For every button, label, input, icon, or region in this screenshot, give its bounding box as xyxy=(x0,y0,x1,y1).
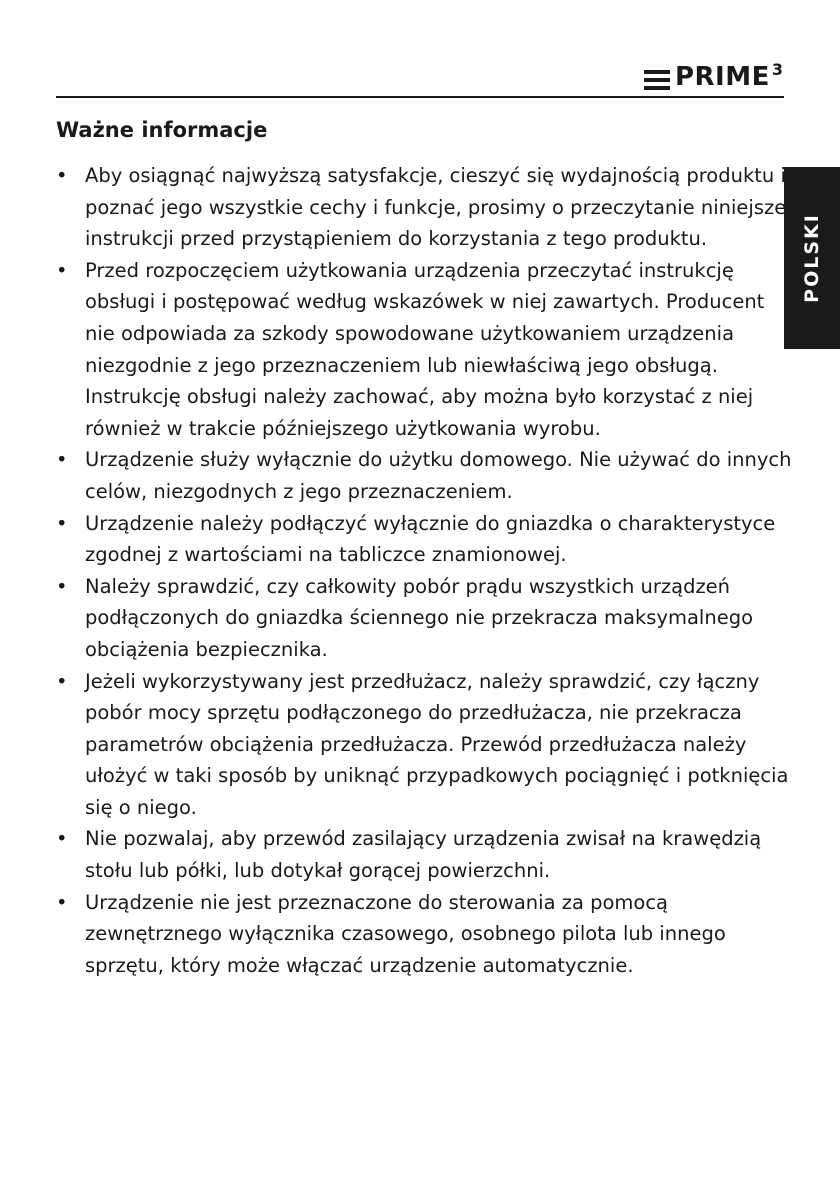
bullet-icon: • xyxy=(56,258,68,282)
bullet-icon: • xyxy=(56,164,68,187)
language-tab xyxy=(784,167,840,349)
brand-logo xyxy=(644,60,783,94)
language-tab-label: POLSKI xyxy=(801,213,824,303)
brand-name: PRIME xyxy=(674,62,770,92)
list-item xyxy=(56,887,792,982)
bullet-icon: • xyxy=(56,448,68,472)
list-item-text: Urządzenie należy podłączyć wyłącznie do gniazdka o charakterystyce zgodnej z wartościami na tabliczce znamionowej. xyxy=(85,511,776,567)
bullet-icon: • xyxy=(56,511,68,535)
list-item xyxy=(56,508,792,571)
bullet-icon: • xyxy=(56,890,68,914)
list-item-text: Jeżeli wykorzystywany jest przedłużacz, należy sprawdzić, czy łączny pobór mocy sprzętu podłączonego do przedłużacza, nie przekracza parametrów obciążenia przedłużacza. Przewód przedłużacza należy ułożyć w taki sposób by uniknąć przypadkowych pociągnięć i potknięcia się o niego. xyxy=(85,669,789,819)
list-item-text: Urządzenie nie jest przeznaczone do sterowania za pomocą zewnętrznego wyłącznika czasowego, osobnego pilota lub innego sprzętu, który może włączać urządzenie automatycznie. xyxy=(85,890,726,977)
brand-superscript: 3 xyxy=(771,60,783,79)
list-item-text: Urządzenie służy wyłącznie do użytku domowego. Nie używać do innych celów, niezgodnych z jego przeznaczeniem. xyxy=(85,448,792,503)
list-item xyxy=(56,823,792,886)
list-item xyxy=(56,160,792,255)
section-title: Ważne informacje xyxy=(56,118,268,142)
list-item-text: Należy sprawdzić, czy całkowity pobór prądu wszystkich urządzeń podłączonych do gniazdka ściennego nie przekracza maksymalnego obciążenia bezpiecznika. xyxy=(85,574,754,661)
bullet-icon: • xyxy=(56,574,68,598)
list-item-text: Przed rozpoczęciem użytkowania urządzenia przeczytać instrukcję obsługi i postępować według wskazówek w niej zawartych. Producent nie odpowiada za szkody spowodowane użytkowaniem urządzenia niezgodnie z jego przeznaczeniem lub niewłaściwą jego obsługą. Instrukcję obsługi należy zachować, aby można było korzystać z niej również w trakcie późniejszego użytkowania wyrobu. xyxy=(85,258,765,440)
list-item xyxy=(56,255,792,445)
list-item xyxy=(56,571,792,666)
list-item-text: Aby osiągnąć najwyższą satysfakcje, cieszyć się wydajnością produktu i poznać jego wszystkie cechy i funkcje, prosimy o przeczytanie niniejszej instrukcji przed przystąpieniem do korzystania z tego produktu. xyxy=(85,164,792,251)
header-rule xyxy=(56,96,784,98)
list-item-text: Nie pozwalaj, aby przewód zasilający urządzenia zwisał na krawędzią stołu lub półki, lub dotykał gorącej powierzchni. xyxy=(85,827,762,883)
list-item xyxy=(56,666,792,824)
bullet-icon: • xyxy=(56,827,68,851)
list-item xyxy=(56,444,792,507)
info-list xyxy=(56,160,792,981)
logo-bars-icon xyxy=(644,70,670,94)
bullet-icon: • xyxy=(56,669,68,693)
